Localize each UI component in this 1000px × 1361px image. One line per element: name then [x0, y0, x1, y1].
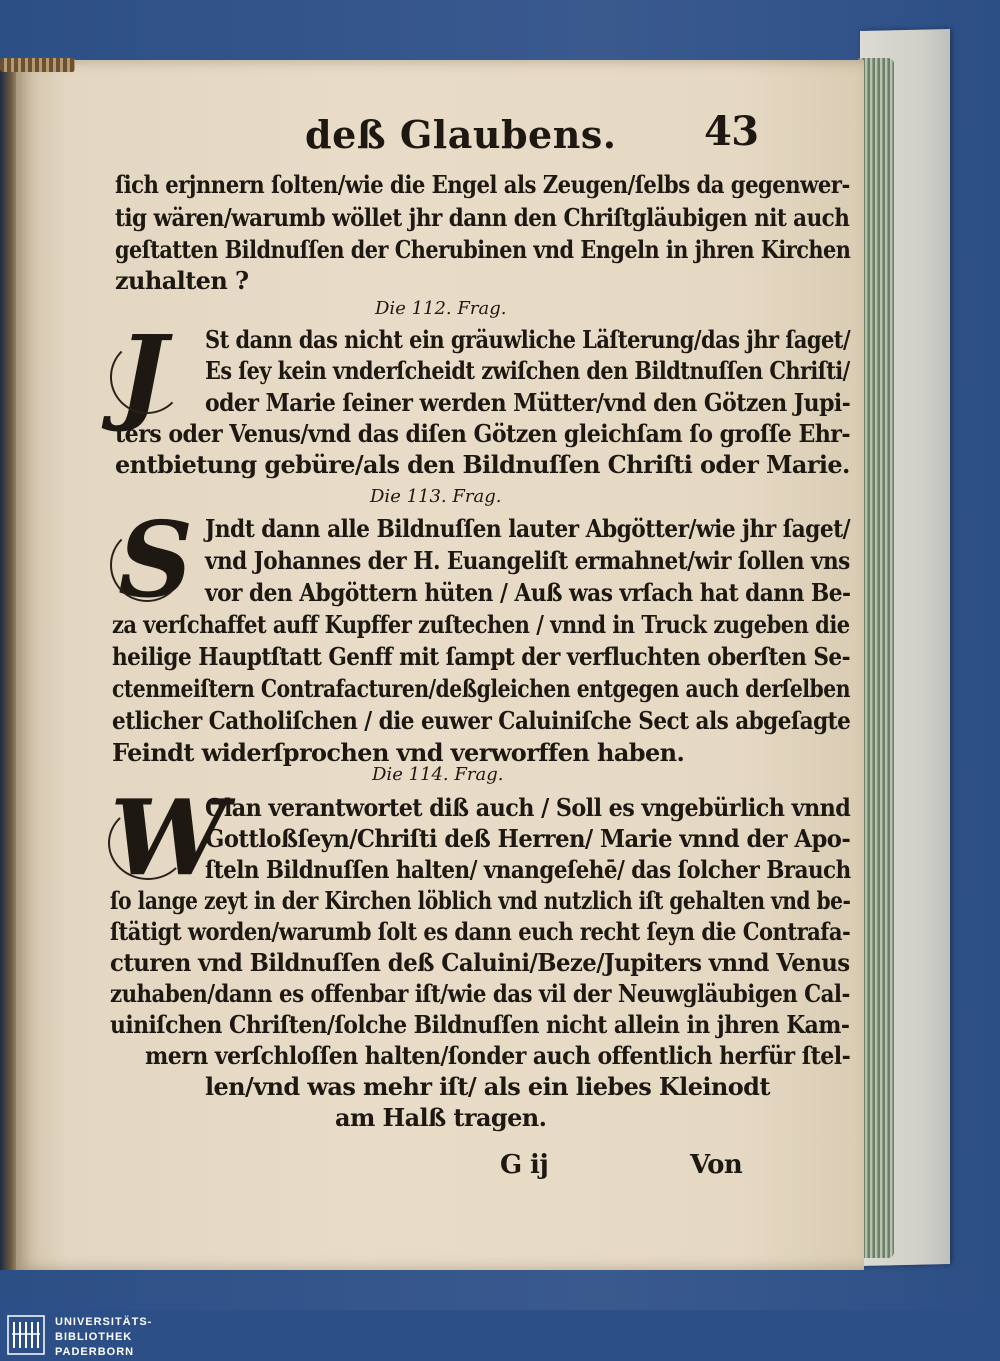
text-line: vor den Abgöttern hüten / Auß was vrſach hat dann Be-	[205, 578, 851, 607]
text-line: tig wären/warumb wöllet jhr dann den Chriſtgläubigen nit auch	[115, 203, 850, 232]
text-line: mern verſchloſſen halten/ſonder auch offentlich herfür ſtel-	[145, 1041, 851, 1070]
text-line: geſtatten Bildnuſſen der Cherubinen vnd Engeln in jhren Kirchen	[115, 235, 851, 264]
text-line: Feindt widerſprochen vnd verworffen haben.	[112, 738, 685, 767]
text-line: zuhaben/dann es offenbar iſt/wie das vil der Neuwgläubigen Cal-	[110, 979, 850, 1008]
text-line: ſich erjnnern ſolten/wie die Engel als Zeugen/ſelbs da gegenwer-	[115, 170, 850, 199]
decorated-initial: S	[118, 498, 194, 621]
decorated-initial: W	[110, 776, 227, 899]
text-line: ſteln Bildnuſſen halten/ vnangeſehē/ das ſolcher Brauch	[205, 855, 851, 884]
binding-thread	[0, 58, 75, 72]
text-line: vnd Johannes der H. Euangeliſt ermahnet/wir ſollen vns	[205, 546, 850, 575]
question-heading: Die 114. Frag.	[372, 764, 504, 785]
text-line: am Halß tragen.	[335, 1103, 547, 1132]
initial-flourish	[108, 806, 188, 880]
question-heading: Die 112. Frag.	[375, 298, 507, 319]
initial-flourish	[110, 528, 184, 602]
library-name-line: UNIVERSITÄTS-	[55, 1316, 153, 1328]
library-name-line: BIBLIOTHEK	[55, 1331, 133, 1343]
text-line: cturen vnd Bildnuſſen deß Caluini/Beze/Jupiters vnnd Venus	[110, 948, 850, 977]
text-line: Gottloßſeyn/Chriſti deß Herren/ Marie vnnd der Apo-	[205, 824, 851, 853]
text-line: za verſchaffet auff Kupffer zuſtechen / vnnd in Truck zugeben die	[112, 610, 850, 639]
text-line: Jndt dann alle Bildnuſſen lauter Abgötter/wie jhr ſaget/	[205, 514, 851, 543]
initial-flourish	[110, 340, 184, 414]
signature-mark: G ij	[500, 1150, 549, 1180]
library-logo-icon	[6, 1314, 46, 1356]
text-line: uiniſchen Chriſten/ſolche Bildnuſſen nicht allein in jhren Kam-	[110, 1010, 850, 1039]
text-line: ſo lange zeyt in der Kirchen löblich vnd nutzlich iſt gehalten vnd be-	[110, 886, 851, 915]
decorated-initial: J	[118, 312, 168, 435]
text-line: etlicher Catholiſchen / die euwer Caluiniſche Sect als abgeſagte	[112, 706, 851, 735]
text-line: len/vnd was mehr iſt/ als ein liebes Kleinodt	[205, 1072, 770, 1101]
catchword: Von	[690, 1150, 743, 1180]
text-line: oder Marie ſeiner werden Mütter/vnd den Götzen Jupi-	[205, 388, 851, 417]
text-line: heilige Hauptſtatt Genff mit ſampt der verfluchten oberſten Se-	[112, 642, 851, 671]
text-line: zuhalten ?	[115, 266, 249, 295]
text-line: Olan verantwortet diß auch / Soll es vngebürlich vnnd	[205, 793, 851, 822]
running-title: deß Glaubens.	[305, 112, 617, 157]
library-name-line: PADERBORN	[55, 1346, 135, 1358]
question-heading: Die 113. Frag.	[370, 486, 502, 507]
text-line: entbietung gebüre/als den Bildnuſſen Chriſti oder Marie.	[115, 450, 850, 479]
page-number: 43	[704, 108, 759, 155]
text-line: ters oder Venus/vnd das diſen Götzen gleichſam ſo groſſe Ehr-	[115, 419, 851, 448]
text-line: Es ſey kein vnderſcheidt zwiſchen den Bildtnuſſen Chriſti/	[205, 356, 850, 385]
text-line: St dann das nicht ein gräuwliche Läſterung/das jhr ſaget/	[205, 325, 851, 354]
text-line: ctenmeiſtern Contrafacturen/deßgleichen entgegen auch derſelben	[112, 674, 850, 703]
text-line: ſtätigt worden/warumb ſolt es dann euch recht ſeyn die Contrafa-	[110, 917, 851, 946]
